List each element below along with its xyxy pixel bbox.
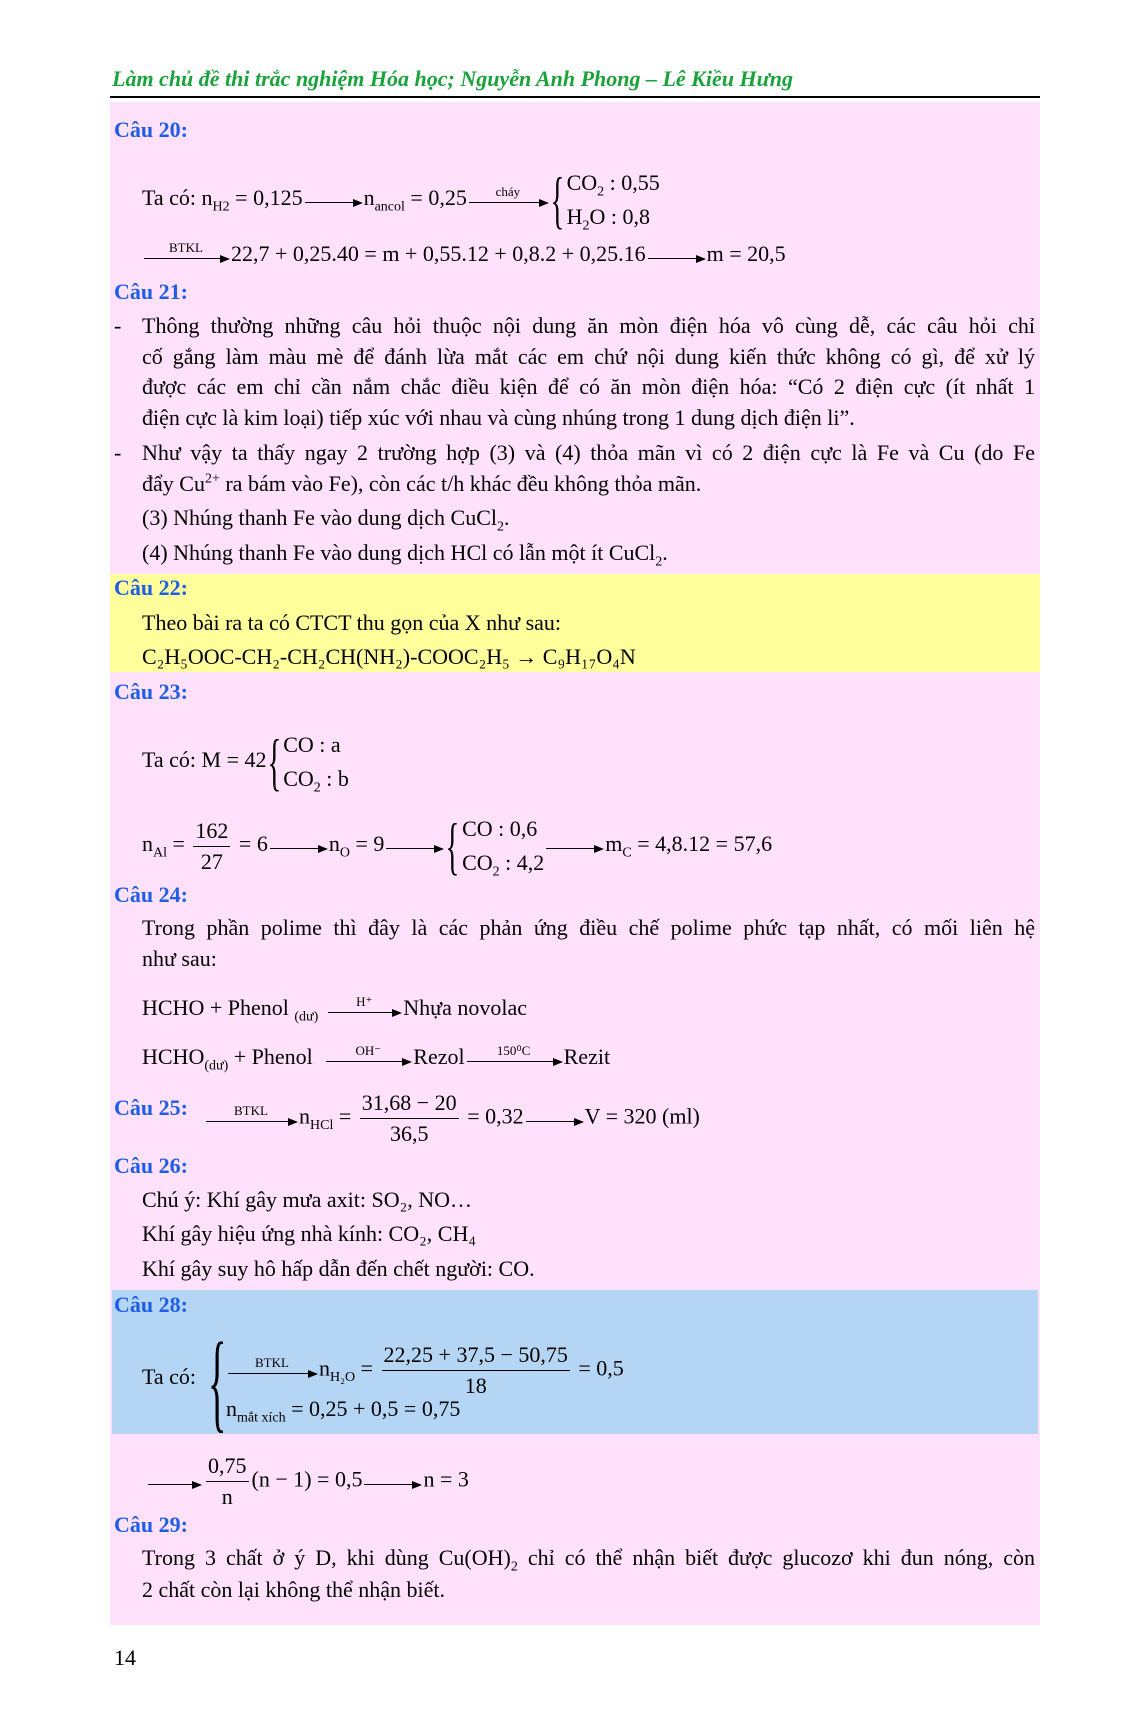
arrow-label: cháy (495, 184, 521, 200)
arrow-icon (148, 1473, 200, 1485)
question-label: Câu 22: (114, 575, 188, 600)
paragraph-line: Chú ý: Khí gây mưa axit: SO₂, NO… (142, 1187, 473, 1212)
header-rule (110, 96, 1040, 98)
reaction-2: $HCHO_{(dư)}$ + Phenol OH⁻ Rezol 150⁰C Rezit (142, 1043, 611, 1074)
text: n (363, 185, 375, 211)
formula-line: C₂H₅OOC-CH₂-CH₂CH(NH₂)-COOC₂H₅ → C₉H₁₇O₄N (142, 644, 636, 669)
text: Ta có: (142, 1364, 197, 1389)
q25-equation: BTKL $n_{HCl}$ = $\frac{31,68 - 20}{36,5}$ = 0,32 V = 320 (ml) (204, 1088, 700, 1128)
paragraph-line: Khí gây suy hô hấp dẫn đến chết người: CO. (142, 1256, 535, 1281)
q20-equation-1 (142, 166, 660, 234)
paragraph-line: Khí gây hiệu ứng nhà kính: CO₂, CH₄ (142, 1221, 477, 1246)
paragraph-line: được các em chỉ cần nắm chắc điều kiện để có ăn mòn điện hóa: “Có 2 điện cực (ít nhất 1 (142, 374, 1035, 399)
q23-equation-2: $n_{Al}$ = $\frac{162}{27}$ = 6 $n_O = 9$ { CO : 0,6 $CO_2$ : 4,2 $m_C = 4,8.12 = 57,6$ (142, 812, 772, 852)
text: m = 20,5 (706, 241, 786, 266)
arrow-icon: BTKL (206, 1110, 296, 1122)
q28-equation-1: BTKL $n_{H_2O}$ = $\frac{22,25 + 37,5 - 50,75}{18}$ = 0,5 (226, 1340, 624, 1384)
arrow-icon: 150⁰C (467, 1050, 561, 1062)
q20-equation-2 (142, 238, 786, 270)
page-number: 14 (114, 1645, 136, 1670)
arrow-icon (270, 837, 326, 849)
sub: H2 (212, 199, 230, 215)
text: Ta có: n (142, 185, 213, 211)
paragraph-line: (3) Nhúng thanh Fe vào dung dịch CuCl$_2$. (142, 505, 510, 535)
arrow-icon (386, 837, 442, 849)
running-header: Làm chủ đề thi trắc nghiệm Hóa học; Nguyễn Anh Phong – Lê Kiều Hưng (112, 66, 793, 91)
brace: { CO : a $CO_2$ : b (267, 728, 349, 796)
paragraph-line: cố gắng làm màu mè để đánh lừa mắt các em chứ nội dung kiến thức không có gì, để xử lý (142, 344, 1035, 369)
text: = 0,125 (229, 185, 303, 211)
question-label: Câu 28: (114, 1292, 188, 1317)
arrow-icon: OH⁻ (326, 1050, 410, 1062)
question-label: Câu 24: (114, 882, 188, 907)
paragraph-line: điện cực là kim loại) tiếp xúc với nhau và cùng nhúng trong 1 dung dịch điện li”. (142, 405, 855, 430)
brace: { (208, 1320, 227, 1442)
question-label: Câu 26: (114, 1153, 188, 1178)
q28-equation-3: $\frac{0,75}{n}$ (n − 1) = 0,5 n = 3 (146, 1451, 469, 1491)
question-label: Câu 20: (114, 117, 188, 142)
fraction: $\frac{0,75}{n}$ (208, 1453, 247, 1509)
reaction-1: HCHO + Phenol $_{(dư)}$ H⁺ Nhựa novolac (142, 994, 527, 1025)
q28-equation-2: $n_{mắt xích} = 0,25 + 0,5 = 0,75$ (226, 1396, 461, 1426)
paragraph-line: Theo bài ra ta có CTCT thu gọn của X như sau: (142, 610, 562, 635)
arrow-icon (469, 184, 547, 203)
fraction: $\frac{31,68 - 20}{36,5}$ (361, 1090, 457, 1146)
arrow-icon (526, 1110, 582, 1122)
paragraph-line: Trong phần polime thì đây là các phản ứng điều chế polime phức tạp nhất, có mối liên hệ (142, 915, 1035, 940)
sub: ancol (374, 199, 405, 215)
paragraph-line: như sau: (142, 946, 217, 971)
arrow-icon (144, 240, 228, 259)
text: { $CO_2$ : 0,55 (566, 170, 660, 200)
text: 22,7 + 0,25.40 = m + 0,55.12 + 0,8.2 + 0,25.16 (231, 241, 646, 266)
text: $H_2O$ : 0,8 (566, 204, 650, 234)
question-label: Câu 29: (114, 1512, 188, 1537)
arrow-icon (648, 247, 704, 259)
brace: { CO : 0,6 $CO_2$ : 4,2 (445, 812, 544, 880)
question-label: Câu 25: (114, 1095, 188, 1120)
paragraph-line: (4) Nhúng thanh Fe vào dung dịch HCl có lẫn một ít CuCl$_2$. (142, 540, 668, 570)
paragraph-line: Thông thường những câu hỏi thuộc nội dung ăn mòn điện hóa vô cùng dễ, các câu hỏi chỉ (142, 313, 1035, 338)
fraction: $\frac{162}{27}$ (195, 817, 229, 874)
arrow-icon: BTKL (228, 1362, 316, 1374)
arrow-icon: H⁺ (328, 1001, 400, 1013)
paragraph-line: Như vậy ta thấy ngay 2 trường hợp (3) và (4) thỏa mãn vì có 2 điện cực là Fe và Cu (do Fe (142, 440, 1035, 465)
question-label: Câu 21: (114, 279, 188, 304)
paragraph-line: đẩy $Cu^{2+}$ ra bám vào Fe), còn các t/h khác đều không thỏa mãn. (142, 471, 702, 496)
brace (550, 166, 660, 234)
arrow-icon (364, 1473, 420, 1485)
bullet: - (114, 313, 122, 338)
q23-equation-1: Ta có: M = 42 { CO : a $CO_2$ : b (142, 728, 349, 768)
text: = 0,25 (404, 185, 467, 211)
paragraph-line: Trong 3 chất ở ý D, khi dùng $Cu(OH)_2$ chỉ có thể nhận biết được glucozơ khi đun nóng, còn (142, 1545, 1035, 1574)
arrow-icon (546, 837, 602, 849)
question-label: Câu 23: (114, 679, 188, 704)
arrow-label: BTKL (169, 240, 203, 255)
paragraph-line: 2 chất còn lại không thể nhận biết. (142, 1577, 446, 1602)
fraction: $\frac{22,25 + 37,5 - 50,75}{18}$ (383, 1342, 568, 1398)
bullet: - (114, 440, 122, 465)
arrow-icon (305, 191, 361, 203)
